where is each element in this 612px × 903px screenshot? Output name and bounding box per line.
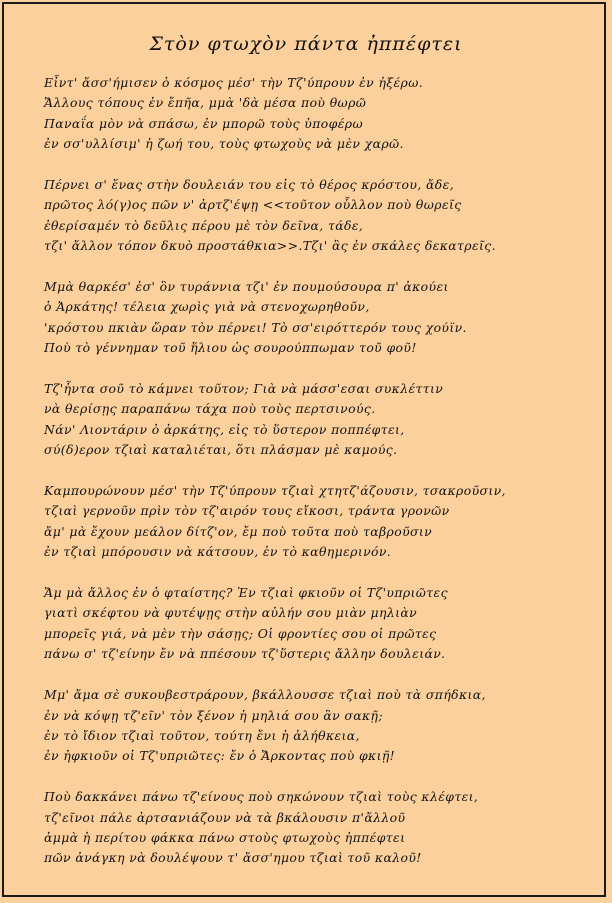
poem-line: νὰ θερίσῃς παραπάνω τάχα ποὺ τοὺς περτσινούς. <box>44 401 376 417</box>
poem-line: Εἶντ' ἄσσ'ήμισεν ὁ κόσμος μέσ' τὴν Τζ'ύπρουν ἐν ἠξέρω. <box>44 75 424 90</box>
stanza <box>44 685 604 767</box>
stanza <box>44 175 604 257</box>
poem-line: Ἄμ μὰ ἄλλος ἐν ὁ φταίστης? Ἐν τζιαὶ φκιοῦν οἱ Τζ'υπριῶτες <box>44 585 448 601</box>
stanza <box>44 787 604 869</box>
stanza <box>44 73 604 155</box>
poem-line: τζ'εῖνοι πάλε ἀρτσανιάζουν νὰ τὰ βκάλουσιν π'ἄλλοῦ <box>44 809 406 825</box>
poem-line: ἐθερίσαμέν τὸ δεῦλις πέρου μὲ τὸν δεῖνα, τάδε, <box>44 217 364 233</box>
poem-line: ἐν τὸ ἴδιον τζιαὶ τοῦτον, τούτη ἔνι ἡ ἀλήθκεια, <box>44 727 360 743</box>
poem-line: Μμ' ἄμα σὲ συκουβεστράρουν, βκάλλουσσε τζιαὶ ποὺ τὰ σπήδκια, <box>44 687 486 703</box>
poem-line: πῶν ἀνάγκη νὰ δουλέψουν τ' ἄσσ'ημου τζιαὶ τοῦ καλοῦ! <box>44 850 422 866</box>
poem-line: 'κρόστου πκιὰν ὥραν τὸν πέρνει! Τὸ σσ'ειρόττερόν τους χούϊν. <box>44 319 467 335</box>
poem-line: ἄμ' μὰ ἔχουν μεάλον δίτζ'ον, ἔμ ποὺ τοῦτα ποὺ ταβροῦσιν <box>44 523 433 539</box>
poem-line: Καμπουρώνουν μέσ' τὴν Τζ'ύπρουν τζιαὶ χτητζ'άζουσιν, τσακροῦσιν, <box>44 483 506 499</box>
poem-line: ἐν ἠφκιοῦν οἱ Τζ'υπριῶτες: ἔν ὁ Ἄρκοντας ποὺ φκιῇ! <box>44 748 396 764</box>
poem-line: ἐν νὰ κόψῃ τζ'εῖν' τὸν ξένον ἡ μηλιά σου ἂν σακῇ; <box>44 707 383 723</box>
poem-body <box>44 73 604 869</box>
poem-line: Μμὰ θαρκέσ' ἐσ' ὃν τυράννια τζι' ἐν πουμούσουρα π' ἀκούει <box>44 279 449 295</box>
poem-line: Τζ'ἦντα σοῦ τὸ κάμνει τοῦτον; Γιὰ νὰ μάσσ'εσαι συκλέττιν <box>44 381 444 397</box>
poem-line: τζι' ἄλλον τόπον δκυὸ προστάθκια>>.Τζι' ἂς ἐν σκάλες δεκατρεῖς. <box>44 238 496 254</box>
poem-line: Ποὺ τὸ γέννημαν τοῦ ἥλιου ὡς σουρούππωμαν τοῦ φοῦ! <box>44 340 417 356</box>
stanza <box>44 583 604 665</box>
poem-line: ὁ Ἀρκάτης! τέλεια χωρὶς γιὰ νὰ στενοχωρηθοῦν, <box>44 299 370 315</box>
poem-line: πρῶτος λό(γ)ος πῶν ν' ἀρτζ'έψῃ <<τοῦτον οὗλλον ποὺ θωρεῖς <box>44 197 462 213</box>
stanza <box>44 379 604 461</box>
poem-line: γιατὶ σκέφτου νὰ φυτέψῃς στὴν αὐλήν σου μιὰν μηλιὰν <box>44 605 418 621</box>
poem-line: ἐν τζιαὶ μπόρουσιν νὰ κάτσουν, ἐν τὸ καθημερινόν. <box>44 544 392 560</box>
poem-title: Στὸν φτωχὸν πάντα ἠππέφτει <box>149 33 463 55</box>
poem-line: μπορεῖς γιά, νὰ μὲν τὴν σάσῃς; Οἱ φροντίες σου οἱ πρῶτες <box>44 625 437 641</box>
poem-line: ἀμμὰ ἡ περίτου φάκκα πάνω στοὺς φτωχοὺς ἠππέφτει <box>44 829 406 845</box>
poem-line: πάνω σ' τζ'είνην ἔν νὰ ππέσουν τζ'ὕστερις ἄλλην δουλειάν. <box>44 646 446 662</box>
poem-line: σύ(δ)ερον τζιαὶ καταλιέται, ὅτι πλάσμαν μὲ καμούς. <box>44 442 398 458</box>
poem-line: Ἄλλους τόπους ἐν ἔπῆα, μμὰ 'δὰ μέσα ποὺ θωρῶ <box>44 95 367 111</box>
stanza <box>44 277 604 359</box>
poem-line: Νάν' Λιοντάριν ὁ ἀρκάτης, εἰς τὸ ὕστερον ποππέφτει, <box>44 421 405 437</box>
poem-line: Ποὺ δακκάνει πάνω τζ'είνους ποὺ σηκώνουν τζιαὶ τοὺς κλέφτει, <box>44 789 479 805</box>
poem-line: Παναΐα μὸν νὰ σπάσω, ἐν μπορῶ τοὺς ὑποφέρω <box>44 115 363 131</box>
poem-line: ἐν σσ'υλλίσιμ' ἡ ζωή του, τοὺς φτωχοὺς νὰ μὲν χαρῶ. <box>44 136 404 152</box>
stanza <box>44 481 604 563</box>
poem-line: τζιαὶ γερνοῦν πρὶν τὸν τζ'αιρόν τους εἴκοσι, τράντα γρονῶν <box>44 503 450 519</box>
poem-line: Πέρνει σ' ἕνας στὴν δουλειάν του εἰς τὸ θέρος κρόστου, ἄδε, <box>44 177 455 193</box>
